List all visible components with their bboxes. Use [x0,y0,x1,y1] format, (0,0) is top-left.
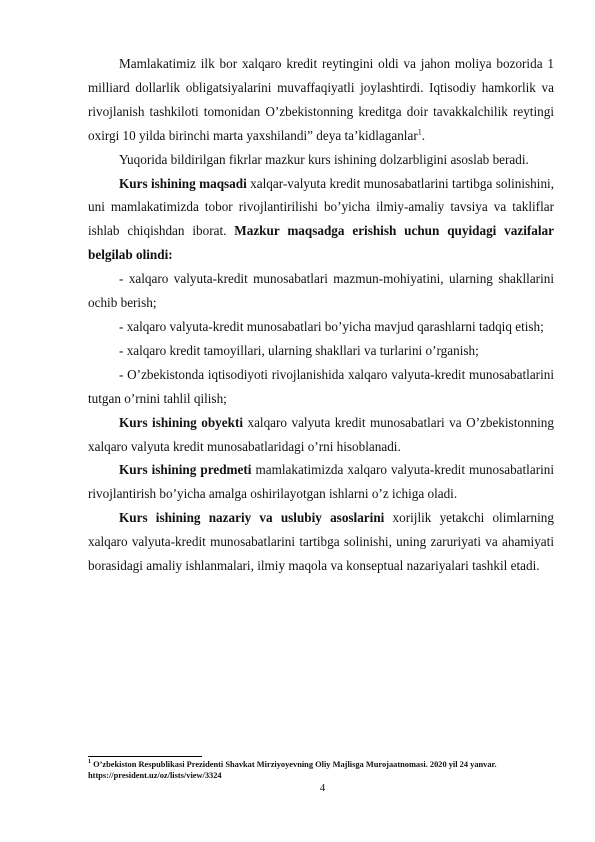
paragraph-intro [88,52,554,148]
paragraph-object [88,411,554,459]
paragraph-text: Mamlakatimiz ilk bor xalqaro kredit reytingini oldi va jahon moliya bozorida 1 milliard dollarlik obligatsiyalarini muvaffaqiyatli joylashtirdi. Iqtisodiy hamkorlik va rivojlanish tashkiloti tomonidan O’zbekistonning kreditga doir tavakkalchilik reytingi oxirgi 10 yilda birinchi marta yaxshilandi” deya ta’kidlaganlar [88,56,554,143]
paragraph-methodology [88,506,554,578]
footnote-reference[interactable]: 1 [417,127,422,137]
footnote-divider [88,756,202,757]
task-item-1: - xalqaro valyuta-kredit munosabatlari mazmun-mohiyatini, ularning shakllarini ochib berish; [88,271,554,311]
object-text: xalqaro valyuta kredit munosabatlari va O’zbekistonning xalqaro valyuta kredit munosabatlaridagi o’rni hisoblanadi. [88,414,554,454]
aim-heading: Kurs ishining maqsadi [119,175,247,191]
footnote-link[interactable]: https://president.uz/oz/lists/view/3324 [88,771,222,780]
paragraph-relevance: Yuqorida bildirilgan fikrlar mazkur kurs ishining dolzarbligini asoslab beradi. [119,151,529,167]
methodology-heading: Kurs ishining nazariy va uslubiy asoslarini [119,510,385,526]
task-item-2: - xalqaro valyuta-kredit munosabatlari bo’yicha mavjud qarashlarni tadqiq etish; [119,318,544,334]
methodology-text: xorijlik yetakchi olimlarning xalqaro valyuta-kredit munosabatlarini tartibga solinishi, uning zaruriyati va ahamiyati borasidagi amaliy ishlanmalari, ilmiy maqola va konseptual nazariyalari tashkil etadi. [88,510,554,574]
subject-heading: Kurs ishining predmeti [119,462,252,478]
footnote-number: 1 [88,759,91,766]
paragraph-aim [88,172,554,268]
footnote [88,759,558,781]
subject-text: mamlakatimizda xalqaro valyuta-kredit munosabatlarini rivojlantirish bo’yicha amalga oshirilayotgan ishlarni o’z ichiga oladi. [88,462,555,502]
document-body [88,52,554,578]
task-item-3: - xalqaro kredit tamoyillari, ularning shakllari va turlarini o’rganish; [119,342,479,358]
footnote-citation [88,759,558,770]
tasks-heading: Mazkur maqsadga erishish uchun quyidagi vazifalar belgilab olindi: [88,223,554,263]
task-item-4: - O’zbekistonda iqtisodiyoti rivojlanishida xalqaro valyuta-kredit munosabatlarini tutgan o’rnini tahlil qilish; [88,366,554,406]
paragraph-subject [88,458,554,506]
object-heading: Kurs ishining obyekti [119,414,243,430]
footnote-text: O’zbekiston Respublikasi Prezidenti Shavkat Mirziyoyevning Oliy Majlisga Murojaatnomasi. 2020 yil 24 yanvar. [91,760,497,769]
aim-text: xalqar-valyuta kredit munosabatlarini tartibga solinishini, uni mamlakatimizda tobor rivojlantirilishi bo’yicha ilmiy-amaliy tavsiya va takliflar ishlab chiqishdan iborat. [88,175,554,239]
paragraph-end: . [421,127,426,143]
page-number: 4 [319,782,326,794]
